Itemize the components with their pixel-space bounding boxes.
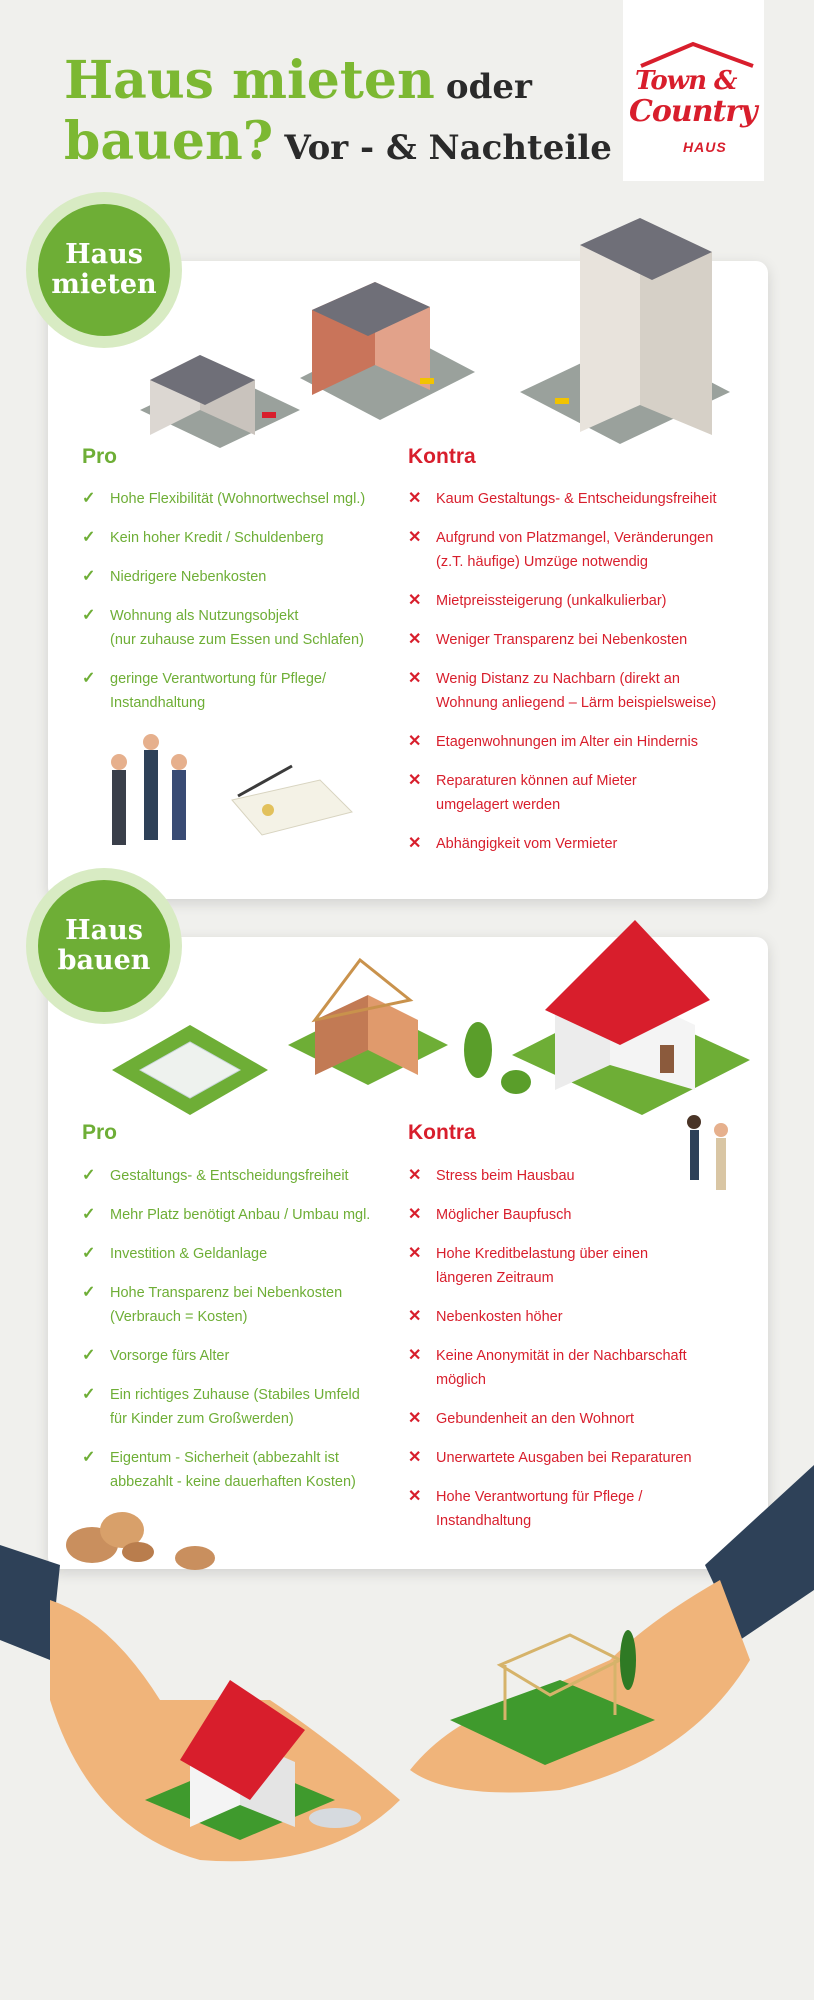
list-item-text: Kein hoher Kredit / Schuldenberg	[110, 530, 324, 546]
list-item-text: Vorsorge fürs Alter	[110, 1348, 230, 1364]
cross-icon: ✕	[408, 1308, 422, 1325]
title-part4: Vor - & Nachteile	[284, 128, 612, 168]
list-item-text: Wohnung als Nutzungsobjekt	[110, 608, 299, 624]
cross-icon: ✕	[408, 1449, 422, 1466]
list-item-text: umgelagert werden	[436, 797, 561, 813]
cross-icon: ✕	[408, 631, 422, 648]
list-item-text: Wenig Distanz zu Nachbarn (direkt an	[436, 671, 680, 687]
checkmark-icon: ✓	[82, 529, 96, 546]
checkmark-icon: ✓	[82, 568, 96, 585]
cross-icon: ✕	[408, 1206, 422, 1223]
bauen-badge-line1: Haus	[65, 915, 143, 946]
list-item-text: Etagenwohnungen im Alter ein Hindernis	[436, 734, 698, 750]
list-item-text: Gestaltungs- & Entscheidungsfreiheit	[110, 1168, 349, 1184]
checkmark-icon: ✓	[82, 1245, 96, 1262]
checkmark-icon: ✓	[82, 1206, 96, 1223]
mieten-pro-heading: Pro	[82, 445, 118, 468]
list-item-text: (nur zuhause zum Essen und Schlafen)	[110, 632, 364, 648]
list-item-text: (z.T. häufige) Umzüge notwendig	[436, 554, 648, 570]
list-item-text: (Verbrauch = Kosten)	[110, 1309, 248, 1325]
title-part2: oder	[445, 67, 532, 107]
mieten-kontra-heading: Kontra	[408, 445, 476, 468]
list-item-text: Kaum Gestaltungs- & Entscheidungsfreiheit	[436, 491, 717, 507]
checkmark-icon: ✓	[82, 1347, 96, 1364]
cross-icon: ✕	[408, 592, 422, 609]
list-item-text: Reparaturen können auf Mieter	[436, 773, 637, 789]
mieten-badge-line2: mieten	[51, 269, 157, 300]
logo-line2: Country	[629, 94, 757, 129]
cross-icon: ✕	[408, 1347, 422, 1364]
checkmark-icon: ✓	[82, 1449, 96, 1466]
logo-line3: HAUS	[683, 139, 727, 155]
bauen-pro-heading: Pro	[82, 1121, 118, 1144]
list-item-text: Aufgrund von Platzmangel, Veränderungen	[436, 530, 714, 546]
list-item-text: Möglicher Baupfusch	[436, 1207, 572, 1223]
cross-icon: ✕	[408, 1488, 422, 1505]
list-item-text: Hohe Transparenz bei Nebenkosten	[110, 1285, 343, 1301]
list-item-text: Instandhaltung	[110, 695, 206, 711]
title-part3: bauen?	[64, 111, 274, 172]
checkmark-icon: ✓	[82, 1167, 96, 1184]
bauen-badge-line2: bauen	[57, 945, 151, 976]
checkmark-icon: ✓	[82, 1386, 96, 1403]
list-item-text: Hohe Verantwortung für Pflege /	[436, 1489, 643, 1505]
list-item-text: Mehr Platz benötigt Anbau / Umbau mgl.	[110, 1207, 371, 1223]
checkmark-icon: ✓	[82, 607, 96, 624]
cross-icon: ✕	[408, 1410, 422, 1427]
checkmark-icon: ✓	[82, 670, 96, 687]
list-item-text: für Kinder zum Großwerden)	[110, 1411, 294, 1427]
list-item-text: Abhängigkeit vom Vermieter	[436, 836, 618, 852]
list-item-text: Nebenkosten höher	[436, 1309, 563, 1325]
list-item-text: Stress beim Hausbau	[436, 1168, 575, 1184]
list-item-text: Wohnung anliegend – Lärm beispielsweise)	[436, 695, 717, 711]
list-item-text: Unerwartete Ausgaben bei Reparaturen	[436, 1450, 692, 1466]
list-item-text: Investition & Geldanlage	[110, 1246, 268, 1262]
cross-icon: ✕	[408, 835, 422, 852]
list-item-text: Hohe Flexibilität (Wohnortwechsel mgl.)	[110, 491, 366, 507]
list-item-text: Gebundenheit an den Wohnort	[436, 1411, 635, 1427]
list-item-text: Instandhaltung	[436, 1513, 532, 1529]
list-item-text: längeren Zeitraum	[436, 1270, 554, 1286]
list-item-text: abbezahlt - keine dauerhaften Kosten)	[110, 1474, 356, 1490]
cross-icon: ✕	[408, 1245, 422, 1262]
list-item-text: Weniger Transparenz bei Nebenkosten	[436, 632, 688, 648]
checkmark-icon: ✓	[82, 490, 96, 507]
cross-icon: ✕	[408, 733, 422, 750]
mieten-badge-line1: Haus	[65, 239, 143, 270]
logo-line1: Town &	[635, 66, 737, 96]
checkmark-icon: ✓	[82, 1284, 96, 1301]
cross-icon: ✕	[408, 490, 422, 507]
list-item-text: Niedrigere Nebenkosten	[110, 569, 267, 585]
cross-icon: ✕	[408, 1167, 422, 1184]
cross-icon: ✕	[408, 670, 422, 687]
list-item-text: Keine Anonymität in der Nachbarschaft	[436, 1348, 687, 1364]
list-item-text: geringe Verantwortung für Pflege/	[110, 671, 327, 687]
list-item-text: Eigentum - Sicherheit (abbezahlt ist	[110, 1450, 339, 1466]
list-item-text: Hohe Kreditbelastung über einen	[436, 1246, 649, 1262]
list-item-text: möglich	[436, 1372, 486, 1388]
list-item-text: Mietpreissteigerung (unkalkulierbar)	[436, 593, 667, 609]
cross-icon: ✕	[408, 529, 422, 546]
bauen-kontra-heading: Kontra	[408, 1121, 476, 1144]
cross-icon: ✕	[408, 772, 422, 789]
list-item-text: Ein richtiges Zuhause (Stabiles Umfeld	[110, 1387, 360, 1403]
title-part1: Haus mieten	[64, 50, 435, 111]
